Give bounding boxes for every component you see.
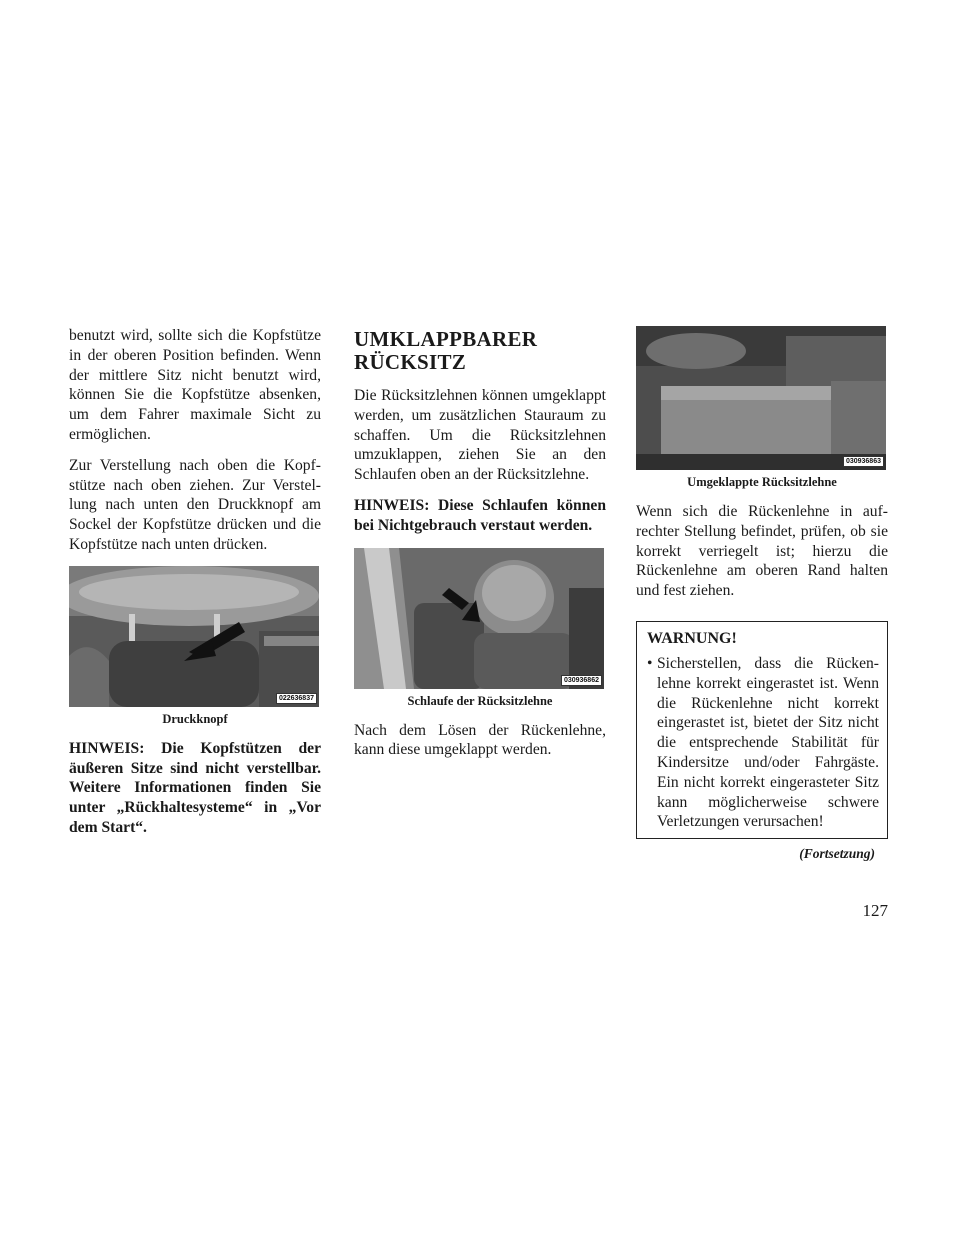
note-straps-stowed: HINWEIS: Diese Schlaufen können bei Nichtgebrauch verstaut werden. — [354, 496, 606, 534]
figure-code: 022636837 — [276, 693, 317, 704]
paragraph-fold-seatback: Die Rücksitzlehnen können umgeklappt werden, um zusätzlichen Stauraum zu schaffen. Um die Rücksitzlehnen umzuklappen, ziehen Sie an den Schlaufen oben an der Rücksitzlehne. — [354, 387, 606, 484]
photo-folded-seatback — [636, 326, 886, 470]
continued-label: (Fortsetzung) — [799, 846, 875, 861]
page-number: 127 — [862, 901, 888, 920]
heading-line-1: UMKLAPPBARER — [354, 327, 538, 351]
paragraph-after-release: Nach dem Lösen der Rückenlehne, kann diese umgeklappt werden. — [354, 721, 606, 759]
column-middle — [354, 326, 606, 771]
caption-strap: Schlaufe der Rücksitzlehne — [407, 693, 553, 708]
figure-code: 030936863 — [843, 456, 884, 467]
warning-box — [636, 621, 888, 839]
paragraph-headrest-adjustment: Zur Verstellung nach oben die Kopfstütze nach oben ziehen. Zur Verstellung nach unten den Druckknopf am Sockel der Kopfstütze drücken und die Kopfstütze nach unten drücken. — [69, 456, 321, 553]
folded-seat-photo-illustration — [636, 326, 886, 470]
column-left — [69, 326, 321, 850]
caption-druckknopf: Druckknopf — [162, 711, 228, 726]
paragraph-check-locked: Wenn sich die Rückenlehne in aufrechter Stellung befindet, prüfen, ob sie korrekt verriegelt ist; hierzu die Rückenlehne am oberen Rand halten und fest ziehen. — [636, 503, 888, 600]
heading-line-2: RÜCKSITZ — [354, 350, 467, 374]
photo-push-button — [69, 566, 319, 707]
headrest-photo-illustration — [69, 566, 319, 707]
warning-title: WARNUNG! — [647, 629, 737, 647]
column-right — [636, 326, 888, 839]
bullet-icon: • — [647, 654, 653, 672]
paragraph-headrest-position: benutzt wird, sollte sich die Kopfstütze in der oberen Position befinden. Wenn der mittlere Sitz nicht benutzt wird, können Sie die Kopfstütze absenken, um dem Fahrer maximale Sicht zu ermöglichen. — [69, 327, 321, 443]
figure-code: 030936862 — [561, 675, 602, 686]
photo-seatback-strap — [354, 548, 604, 689]
note-outer-headrests: HINWEIS: Die Kopfstützen der äußeren Sitze sind nicht verstellbar. Weitere Informationen finden Sie unter „Rückhaltesysteme“ in „Vor dem Start“. — [69, 739, 321, 836]
section-heading — [354, 328, 606, 374]
warning-item — [647, 654, 879, 832]
warning-text: Sicherstellen, dass die Rückenlehne korrekt eingerastet ist. Wenn die Rückenlehne nicht korrekt eingerastet ist, bietet der Sitz nicht die entsprechende Stabilität für Kindersitze und/oder Fahrgäste. Ein nicht korrekt eingerasteter Sitz kann möglicherweise schwere Verletzungen verursachen! — [657, 654, 879, 831]
strap-photo-illustration — [354, 548, 604, 689]
caption-folded: Umgeklappte Rücksitzlehne — [687, 475, 837, 489]
